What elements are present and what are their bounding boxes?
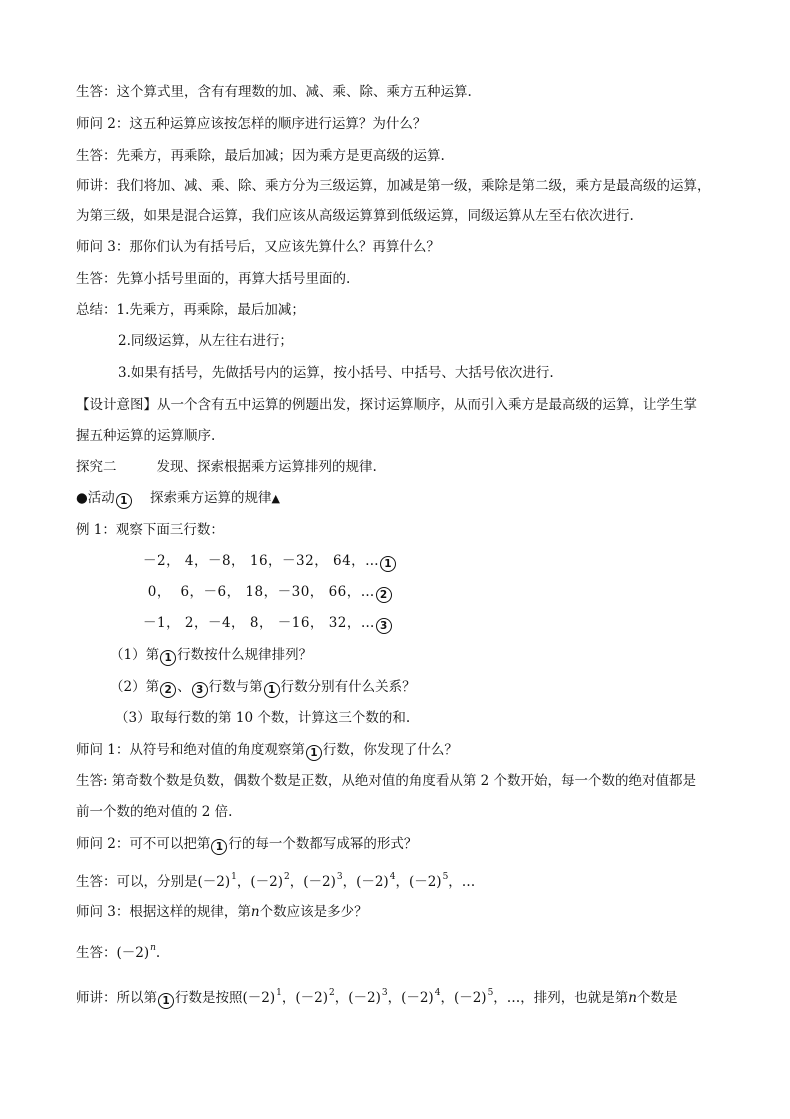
power-term-4: $(-2)^4$ <box>356 872 396 890</box>
ellipsis: … <box>461 874 476 890</box>
answer-powers-line: 生答：可以，分别是$(-2)^1$，$(-2)^2$，$(-2)^3$，$(-2)^4$，$(-2)^5$，… <box>76 868 475 891</box>
question-1 <box>110 646 312 666</box>
sequence-row-2-values: 0， 6，－6， 18，－30， 66，… <box>143 584 375 600</box>
section-heading <box>76 458 377 476</box>
teacher-question-2: 师问 2：这五种运算应该按怎样的顺序进行运算？为什么？ <box>76 116 427 132</box>
conclusion-end: 个数是 <box>637 990 678 1006</box>
question-3: （3）取每行数的第 10 个数，计算这三个数的和. <box>115 710 411 726</box>
answer-line-4b: 前一个数的绝对值的 2 倍. <box>76 804 233 820</box>
question-1-text: 行数按什么规律排列？ <box>177 647 313 663</box>
teacher-question-1 <box>76 741 458 761</box>
power-term-1: $(-2)^1$ <box>197 872 237 890</box>
sequence-row-3-values: －1， 2，－4， 8， －16， 32，… <box>143 615 375 631</box>
teacher-question-2b-text: 行的每一个数都写成幂的形式？ <box>228 836 418 852</box>
power-term-4: $(-2)^4$ <box>401 988 441 1006</box>
question-2-prefix: （2）第 <box>110 679 160 695</box>
teacher-lecture-line-2: 为第三级，如果是混合运算，我们应该从高级运算算到低级运算，同级运算从左至右依次进行. <box>76 208 634 224</box>
circled-number-2: 2 <box>376 587 392 603</box>
teacher-question-2b-prefix: 师问 2：可不可以把第 <box>76 836 211 852</box>
sequence-row-1-values: －2， 4，－8， 16，－32， 64，… <box>143 553 380 569</box>
example-heading: 例 1：观察下面三行数： <box>76 522 224 538</box>
answer-line-1: 生答：这个算式里，含有有理数的加、减、乘、除、乘方五种运算. <box>76 84 472 100</box>
power-term-3: $(-2)^3$ <box>303 872 343 890</box>
circled-number-1: 1 <box>306 745 322 761</box>
teacher-question-3: 师问 3：那你们认为有括号后，又应该先算什么？再算什么？ <box>76 239 440 255</box>
variable-n: n <box>250 904 260 920</box>
conclusion-mid: 行数是按照 <box>175 990 243 1006</box>
circled-number-1: 1 <box>116 493 132 509</box>
answer-nth-term: 生答：$(-2)^n$. <box>76 939 160 962</box>
circled-number-1: 1 <box>380 556 396 572</box>
circled-number-3: 3 <box>376 618 392 634</box>
design-intent-line-2: 握五种运算的运算顺序. <box>76 428 216 444</box>
variable-n: n <box>628 990 637 1006</box>
answer-nth-prefix: 生答： <box>76 945 117 961</box>
power-term-2: $(-2)^2$ <box>250 872 290 890</box>
question-2-mid: 行数与第 <box>208 679 263 695</box>
teacher-lecture-line-1: 师讲：我们将加、减、乘、除、乘方分为三级运算，加减是第一级，乘除是第二级，乘方是最高级的运算， <box>76 178 711 194</box>
activity-heading <box>76 489 280 509</box>
question-1-prefix: （1）第 <box>110 647 160 663</box>
power-term-3: $(-2)^3$ <box>348 988 388 1006</box>
section-label: 探究二 <box>76 459 117 475</box>
answer-powers-prefix: 生答：可以，分别是 <box>76 874 198 890</box>
power-term-2: $(-2)^2$ <box>295 988 335 1006</box>
question-2-text: 行数分别有什么关系？ <box>280 679 416 695</box>
question-2 <box>110 678 416 698</box>
power-term-1: $(-2)^1$ <box>242 988 282 1006</box>
answer-line-2: 生答：先乘方，再乘除，最后加减；因为乘方是更高级的运算. <box>76 148 445 164</box>
teacher-question-3b-prefix: 师问 3：根据这样的规律，第 <box>76 904 251 920</box>
power-term-5: $(-2)^5$ <box>453 988 494 1006</box>
circled-number-3: 3 <box>192 682 208 698</box>
summary-item-3: 3.如果有括号，先做括号内的运算，按小括号、中括号、大括号依次进行. <box>118 365 554 381</box>
teacher-lecture-conclusion: 师讲：所以第 1 行数是按照$(-2)^1$，$(-2)^2$，$(-2)^3$，$(-2)^4$，$(-2)^5$，…，排列，也就是第n个数是 <box>76 984 678 1009</box>
summary-item-2: 2.同级运算，从左往右进行； <box>118 333 293 349</box>
circled-number-1: 1 <box>160 650 176 666</box>
question-2-sep: 、 <box>177 679 191 695</box>
summary-item-1: 总结：1.先乘方，再乘除，最后加减； <box>76 302 305 318</box>
teacher-question-2b <box>76 835 417 855</box>
section-title: 发现、探索根据乘方运算排列的规律. <box>156 459 377 475</box>
teacher-question-3b-text: 个数应该是多少？ <box>259 904 368 920</box>
teacher-question-1-prefix: 师问 1：从符号和绝对值的角度观察第 <box>76 742 305 758</box>
circled-number-1: 1 <box>264 682 280 698</box>
conclusion-tail: ，…，排列，也就是第 <box>493 990 629 1006</box>
sequence-row-1 <box>143 552 397 572</box>
triangle-icon: ▲ <box>271 492 280 505</box>
circled-number-1: 1 <box>211 839 227 855</box>
conclusion-prefix: 师讲：所以第 <box>76 990 157 1006</box>
design-intent-line-1: 【设计意图】从一个含有五中运算的例题出发，探讨运算顺序，从而引入乘方是最高级的运算，让学生掌 <box>76 397 697 413</box>
activity-title: 探索乘方运算的规律 <box>149 490 272 506</box>
teacher-question-3b <box>76 903 368 921</box>
sequence-row-3 <box>143 614 393 634</box>
power-term-n: $(-2)^n$ <box>116 943 156 961</box>
teacher-question-1-text: 行数，你发现了什么？ <box>322 742 458 758</box>
circled-number-2: 2 <box>160 682 176 698</box>
sequence-row-2 <box>143 583 393 603</box>
circled-number-1: 1 <box>158 993 174 1009</box>
power-term-5: $(-2)^5$ <box>408 872 449 890</box>
answer-line-4: 生答: 第奇数个数是负数，偶数个数是正数，从绝对值的角度看从第 2 个数开始，每一个数的绝对值都是 <box>76 773 697 789</box>
answer-line-3: 生答：先算小括号里面的，再算大括号里面的. <box>76 271 351 287</box>
activity-label: ●活动 <box>76 490 115 506</box>
